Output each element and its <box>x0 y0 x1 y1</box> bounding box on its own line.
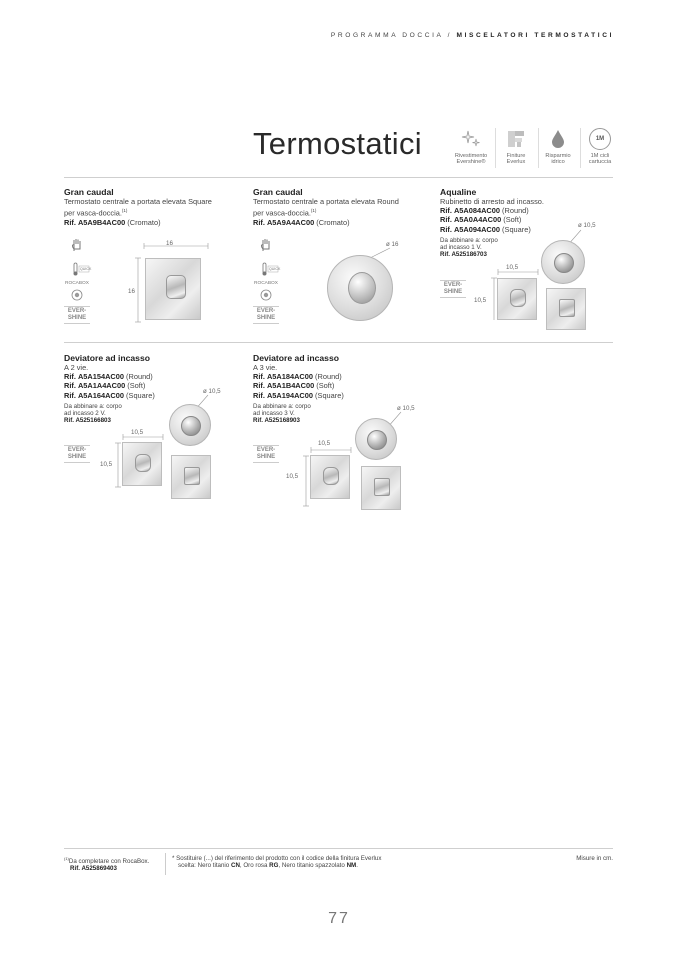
evershine-badge: EVER- SHINE <box>253 306 279 324</box>
round-valve-image <box>169 404 211 446</box>
product-title: Deviatore ad incasso <box>64 353 150 363</box>
evershine-badge: EVER- SHINE <box>64 306 90 324</box>
water-drop-icon <box>547 128 569 150</box>
feature-everlux: Finiture Everlux <box>493 128 539 166</box>
cartridge-cycles-icon: 1M <box>589 128 611 150</box>
square-knob <box>166 275 186 299</box>
product-title: Gran caudal <box>64 187 114 197</box>
feature-water-saving: Risparmio idrico <box>535 128 581 166</box>
hand-icon <box>260 238 272 252</box>
evershine-badge: EVER- SHINE <box>64 445 90 463</box>
dimension-width: 10,5 <box>131 429 144 436</box>
square-valve-image <box>361 466 401 510</box>
header-separator: / <box>447 32 453 39</box>
product-ref-code: A5A9B4AC00 <box>77 217 126 227</box>
soft-knob <box>510 289 526 307</box>
product-description: Termostato centrale a portata elevata Round per vasca-doccia.$^{(1)}$ Rif. A5A9A4AC00 (Cromato) <box>253 197 399 227</box>
dimension-height: 16 <box>128 288 135 295</box>
square-knob <box>184 467 200 485</box>
rocabox-icon <box>71 289 83 301</box>
dimension-diameter: ø 10,5 <box>397 405 415 412</box>
product-title: Gran caudal <box>253 187 303 197</box>
footnote-everlux: * Sostituire (...) del riferimento del prodotto con il codice della finitura Everlux scelta: Nero titanio CN, Oro rosa RG, Nero titanio spazzolato NM. <box>172 855 382 870</box>
soft-knob <box>135 454 151 472</box>
soft-valve-image <box>122 442 162 486</box>
product-description: A 2 vie. Rif. A5A154AC00 (Round) Rif. A5A1A4AC00 (Soft) Rif. A5A164AC00 (Square) <box>64 363 155 400</box>
thermometer-icon: QUICK <box>64 262 90 281</box>
footnote-divider <box>165 853 166 875</box>
round-faceplate-image <box>327 255 393 321</box>
hand-icon <box>71 238 83 252</box>
header-subsection: MISCELATORI TERMOSTATICI <box>456 32 614 39</box>
footer-divider <box>64 848 613 849</box>
evershine-sparkle-icon <box>460 128 482 150</box>
footnote-rocabox: $^{(1)}$Da completare con RocaBox. Rif. A525869403 <box>64 856 150 873</box>
dimension-height: 10,5 <box>474 297 487 304</box>
everlux-finish-icon <box>505 128 527 150</box>
dimension-height: 10,5 <box>100 461 113 468</box>
round-knob <box>348 272 376 304</box>
product-deviatore-3-vie <box>253 353 433 425</box>
dimension-height: 10,5 <box>286 473 299 480</box>
product-note: Da abbinare a: corpo ad incasso 3 V. Rif. A525168903 <box>253 402 311 425</box>
square-valve-image <box>171 455 211 499</box>
thermometer-icon: QUICK <box>253 262 279 281</box>
product-gran-caudal-square <box>64 187 244 227</box>
rocabox-icon <box>260 289 272 301</box>
product-ref-code: A5A9A4AC00 <box>266 217 315 227</box>
square-faceplate-image <box>145 258 201 320</box>
evershine-badge: EVER- SHINE <box>440 280 466 298</box>
dimension-width: 10,5 <box>318 440 331 447</box>
product-description: Rubinetto di arresto ad incasso. Rif. A5A084AC00 (Round) Rif. A5A0A4AC00 (Soft) Rif. A5A094AC00 (Square) <box>440 197 544 234</box>
soft-valve-image <box>310 455 350 499</box>
product-title: Deviatore ad incasso <box>253 353 339 363</box>
square-knob <box>374 478 390 496</box>
section-divider <box>64 342 613 343</box>
product-description: Termostato centrale a portata elevata Square per vasca-doccia.$^{(1)}$ Rif. A5A9B4AC00 (Cromato) <box>64 197 212 227</box>
product-gran-caudal-round <box>253 187 433 227</box>
header-section: PROGRAMMA DOCCIA <box>330 32 444 39</box>
units-note: Misure in cm. <box>576 855 613 862</box>
dimension-diameter: ø 16 <box>386 241 399 248</box>
rocabox-label: ROCABOX <box>254 281 278 286</box>
dimension-diameter: ø 10,5 <box>578 222 596 229</box>
round-knob <box>554 253 574 273</box>
page-number: 77 <box>328 910 350 927</box>
square-knob <box>559 299 575 317</box>
page-header <box>331 32 614 39</box>
square-valve-image <box>546 288 586 330</box>
soft-valve-image <box>497 278 537 320</box>
soft-knob <box>323 467 339 485</box>
title-divider <box>64 177 613 178</box>
product-title: Aqualine <box>440 187 477 197</box>
feature-cartridge: 1M 1M cicli cartuccia <box>577 128 623 166</box>
page-title: Termostatici <box>253 126 422 161</box>
round-knob <box>367 430 387 450</box>
evershine-badge: EVER- SHINE <box>253 445 279 463</box>
product-note: Da abbinare a: corpo ad incasso 1 V. Rif. A525186703 <box>440 236 498 259</box>
product-note: Da abbinare a: corpo ad incasso 2 V. Rif. A525166803 <box>64 402 122 425</box>
product-description: A 3 vie. Rif. A5A184AC00 (Round) Rif. A5A1B4AC00 (Soft) Rif. A5A194AC00 (Square) <box>253 363 344 400</box>
dimension-width: 16 <box>166 240 173 247</box>
round-knob <box>181 416 201 436</box>
dimension-diameter: ø 10,5 <box>203 388 221 395</box>
dimension-width: 10,5 <box>506 264 519 271</box>
rocabox-label: ROCABOX <box>65 281 89 286</box>
feature-evershine: Rivestimento Evershine® <box>448 128 494 166</box>
